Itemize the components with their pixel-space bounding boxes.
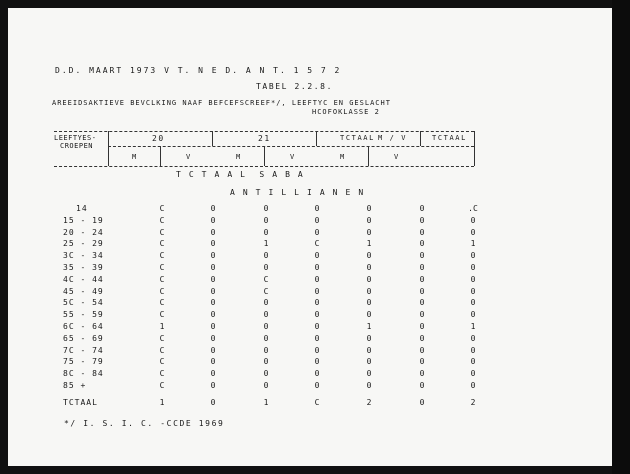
- group-header-21: 21: [258, 134, 271, 143]
- table-row-cell: 1: [159, 322, 165, 331]
- table-row-label: 55 - 59: [63, 310, 104, 320]
- table-row-cell: 1: [470, 322, 476, 331]
- table-row-cell: C: [159, 369, 165, 379]
- col-divider: [316, 131, 317, 146]
- table-row-cell: C: [314, 239, 320, 249]
- table-row-cell: 0: [366, 310, 372, 320]
- table-row-cell: 0: [470, 227, 476, 237]
- table-row-cell: 0: [210, 227, 216, 237]
- table-row-label: 4C - 44: [63, 274, 104, 284]
- table-row-label: 3C - 34: [63, 251, 104, 261]
- table-row-cell: 1: [366, 239, 372, 249]
- table-row-cell: 0: [366, 215, 372, 225]
- table-row-cell: 0: [314, 274, 320, 284]
- table-row-cell: 0: [366, 274, 372, 284]
- table-row-cell: C: [159, 239, 165, 249]
- table-row-label: 7C - 74: [63, 345, 104, 355]
- table-row-cell: C: [159, 227, 165, 237]
- table-row-cell: 1: [366, 322, 372, 331]
- sub-header-m: M: [132, 153, 138, 161]
- table-row-cell: 0: [210, 333, 216, 343]
- table-row-cell: 0: [470, 345, 476, 355]
- table-row-cell: 1: [470, 239, 476, 249]
- table-row-cell: 0: [419, 322, 425, 331]
- table-row-cell: 0: [419, 357, 425, 367]
- total-row-cell: 2: [366, 398, 372, 407]
- table-row-cell: 0: [210, 239, 216, 249]
- header-top-rule: [54, 131, 474, 132]
- table-row-cell: .C: [468, 204, 478, 213]
- sub-header-m: M: [236, 153, 242, 161]
- table-row-cell: 1: [263, 239, 269, 249]
- table-row-cell: 0: [419, 345, 425, 355]
- table-row-cell: C: [159, 251, 165, 261]
- table-row-cell: 0: [263, 263, 269, 272]
- table-row-cell: 0: [263, 204, 269, 213]
- table-row-cell: 0: [470, 298, 476, 308]
- table-row-cell: 0: [419, 239, 425, 249]
- table-row-cell: 0: [470, 263, 476, 272]
- table-row-cell: 0: [210, 286, 216, 296]
- table-row-cell: 0: [314, 204, 320, 213]
- table-row-label: 25 - 29: [63, 239, 104, 249]
- table-row-cell: 0: [263, 298, 269, 308]
- table-row-label: 6C - 64: [63, 322, 104, 331]
- table-row-cell: C: [159, 381, 165, 390]
- table-row-cell: C: [159, 310, 165, 320]
- table-row-cell: 0: [419, 298, 425, 308]
- table-row-cell: 0: [210, 322, 216, 331]
- title-line-2: HCOFOKLASSE 2: [312, 108, 380, 116]
- table-row-cell: 0: [263, 310, 269, 320]
- table-row-cell: 0: [470, 274, 476, 284]
- table-row-cell: 0: [314, 286, 320, 296]
- table-row-cell: 0: [366, 298, 372, 308]
- age-header-2: CROEPEN: [60, 142, 94, 150]
- table-row-label: 75 - 79: [63, 357, 104, 367]
- col-divider: [160, 146, 161, 166]
- table-row-cell: 0: [210, 298, 216, 308]
- table-row-cell: 0: [210, 381, 216, 390]
- table-row-label: 20 - 24: [63, 227, 104, 237]
- table-row-cell: 0: [263, 345, 269, 355]
- table-row-cell: 0: [314, 227, 320, 237]
- table-row-cell: C: [159, 263, 165, 272]
- table-row-cell: 0: [314, 381, 320, 390]
- subsection-title: A N T I L L I A N E N: [230, 188, 365, 197]
- table-row-cell: 0: [470, 333, 476, 343]
- table-label: TABEL 2.2.8.: [256, 82, 333, 91]
- total-row-cell: 0: [419, 398, 425, 407]
- title-line-1: AREEIDSAKTIEVE BEVCLKING NAAF BEFCEFSCREEF*/, LEEFTYC EN GESLACHT: [52, 99, 391, 107]
- table-row-cell: 0: [419, 215, 425, 225]
- section-title: T C T A A L S A B A: [176, 170, 305, 179]
- table-row-cell: 0: [470, 381, 476, 390]
- table-row-cell: C: [159, 333, 165, 343]
- table-row-cell: 0: [314, 333, 320, 343]
- table-row-cell: 0: [314, 345, 320, 355]
- table-row-label: 15 - 19: [63, 215, 104, 225]
- sub-header-v: V: [186, 153, 192, 161]
- table-row-cell: 0: [470, 215, 476, 225]
- table-row-cell: 0: [263, 227, 269, 237]
- age-header-1: LEEFTYES-: [54, 134, 97, 142]
- table-row-cell: 0: [210, 204, 216, 213]
- table-row-cell: C: [159, 274, 165, 284]
- col-divider: [264, 146, 265, 166]
- table-row-cell: 0: [419, 251, 425, 261]
- table-row-label: 14: [76, 204, 88, 213]
- table-row-cell: 0: [470, 251, 476, 261]
- col-divider: [474, 131, 475, 166]
- table-row-cell: 0: [210, 215, 216, 225]
- table-row-cell: 0: [210, 310, 216, 320]
- group-header-totaal: TCTAAL: [340, 134, 375, 142]
- table-row-cell: 0: [419, 381, 425, 390]
- total-row-cell: C: [314, 398, 320, 407]
- table-row-cell: 0: [366, 251, 372, 261]
- table-row-cell: C: [159, 357, 165, 367]
- table-row-cell: 0: [210, 274, 216, 284]
- table-row-cell: C: [159, 215, 165, 225]
- table-row-label: 5C - 54: [63, 298, 104, 308]
- table-row-cell: 0: [419, 274, 425, 284]
- table-row-cell: 0: [366, 227, 372, 237]
- table-row-cell: C: [159, 286, 165, 296]
- total-row-label: TCTAAL: [63, 398, 98, 407]
- table-row-cell: 0: [314, 298, 320, 308]
- table-row-cell: 0: [419, 310, 425, 320]
- table-row-cell: 0: [419, 333, 425, 343]
- table-row-cell: 0: [210, 357, 216, 367]
- table-row-cell: 0: [263, 215, 269, 225]
- table-row-cell: 0: [314, 310, 320, 320]
- table-row-cell: 0: [263, 333, 269, 343]
- table-row-cell: C: [263, 274, 269, 284]
- total-row-cell: 0: [210, 398, 216, 407]
- col-divider: [420, 131, 421, 146]
- table-row-cell: 0: [366, 286, 372, 296]
- header-line: D.D. MAART 1973 V T. N E D. A N T. 1 5 7 2: [55, 66, 342, 75]
- table-row-cell: 0: [470, 286, 476, 296]
- table-row-label: 85 +: [63, 381, 87, 390]
- table-row-cell: 0: [314, 369, 320, 379]
- table-row-label: 65 - 69: [63, 333, 104, 343]
- footnote: */ I. S. I. C. -CCDE 1969: [64, 419, 225, 428]
- table-row-cell: 0: [366, 333, 372, 343]
- table-row-cell: 0: [263, 357, 269, 367]
- table-row-cell: 0: [366, 369, 372, 379]
- col-divider: [212, 131, 213, 146]
- table-row-cell: 0: [366, 381, 372, 390]
- table-row-cell: 0: [314, 263, 320, 272]
- header-bottom-rule: [54, 166, 474, 167]
- table-row-cell: 0: [314, 322, 320, 331]
- table-row-cell: 0: [419, 263, 425, 272]
- group-header-totaal-2: TCTAAL: [432, 134, 467, 142]
- header-mid-rule: [108, 146, 474, 147]
- table-row-cell: 0: [366, 345, 372, 355]
- table-row-label: 35 - 39: [63, 263, 104, 272]
- table-row-cell: 0: [470, 369, 476, 379]
- sub-header-v: V: [290, 153, 296, 161]
- table-row-cell: 0: [210, 345, 216, 355]
- table-row-cell: 0: [210, 369, 216, 379]
- table-row-cell: 0: [366, 357, 372, 367]
- table-row-cell: 0: [366, 204, 372, 213]
- scan-edge: [612, 0, 630, 474]
- table-row-cell: 0: [314, 215, 320, 225]
- table-row-cell: 0: [419, 204, 425, 213]
- table-row-label: 45 - 49: [63, 286, 104, 296]
- table-row-cell: 0: [470, 310, 476, 320]
- table-row-label: 8C - 84: [63, 369, 104, 379]
- table-row-cell: 0: [263, 251, 269, 261]
- table-row-cell: C: [159, 298, 165, 308]
- table-row-cell: C: [159, 345, 165, 355]
- table-row-cell: 0: [470, 357, 476, 367]
- table-row-cell: C: [159, 204, 165, 213]
- group-header-mv: M / V: [378, 134, 408, 142]
- table-row-cell: 0: [366, 263, 372, 272]
- table-row-cell: C: [263, 286, 269, 296]
- table-row-cell: 0: [263, 322, 269, 331]
- table-row-cell: 0: [210, 251, 216, 261]
- table-row-cell: 0: [263, 369, 269, 379]
- sub-header-m: M: [340, 153, 346, 161]
- table-row-cell: 0: [419, 369, 425, 379]
- table-row-cell: 0: [314, 357, 320, 367]
- total-row-cell: 1: [263, 398, 269, 407]
- table-row-cell: 0: [419, 227, 425, 237]
- group-header-20: 20: [152, 134, 165, 143]
- table-row-cell: 0: [419, 286, 425, 296]
- table-row-cell: 0: [210, 263, 216, 272]
- total-row-cell: 2: [470, 398, 476, 407]
- col-divider: [368, 146, 369, 166]
- table-row-cell: 0: [263, 381, 269, 390]
- total-row-cell: 1: [159, 398, 165, 407]
- table-row-cell: 0: [314, 251, 320, 261]
- sub-header-v: V: [394, 153, 400, 161]
- col-divider: [108, 131, 109, 166]
